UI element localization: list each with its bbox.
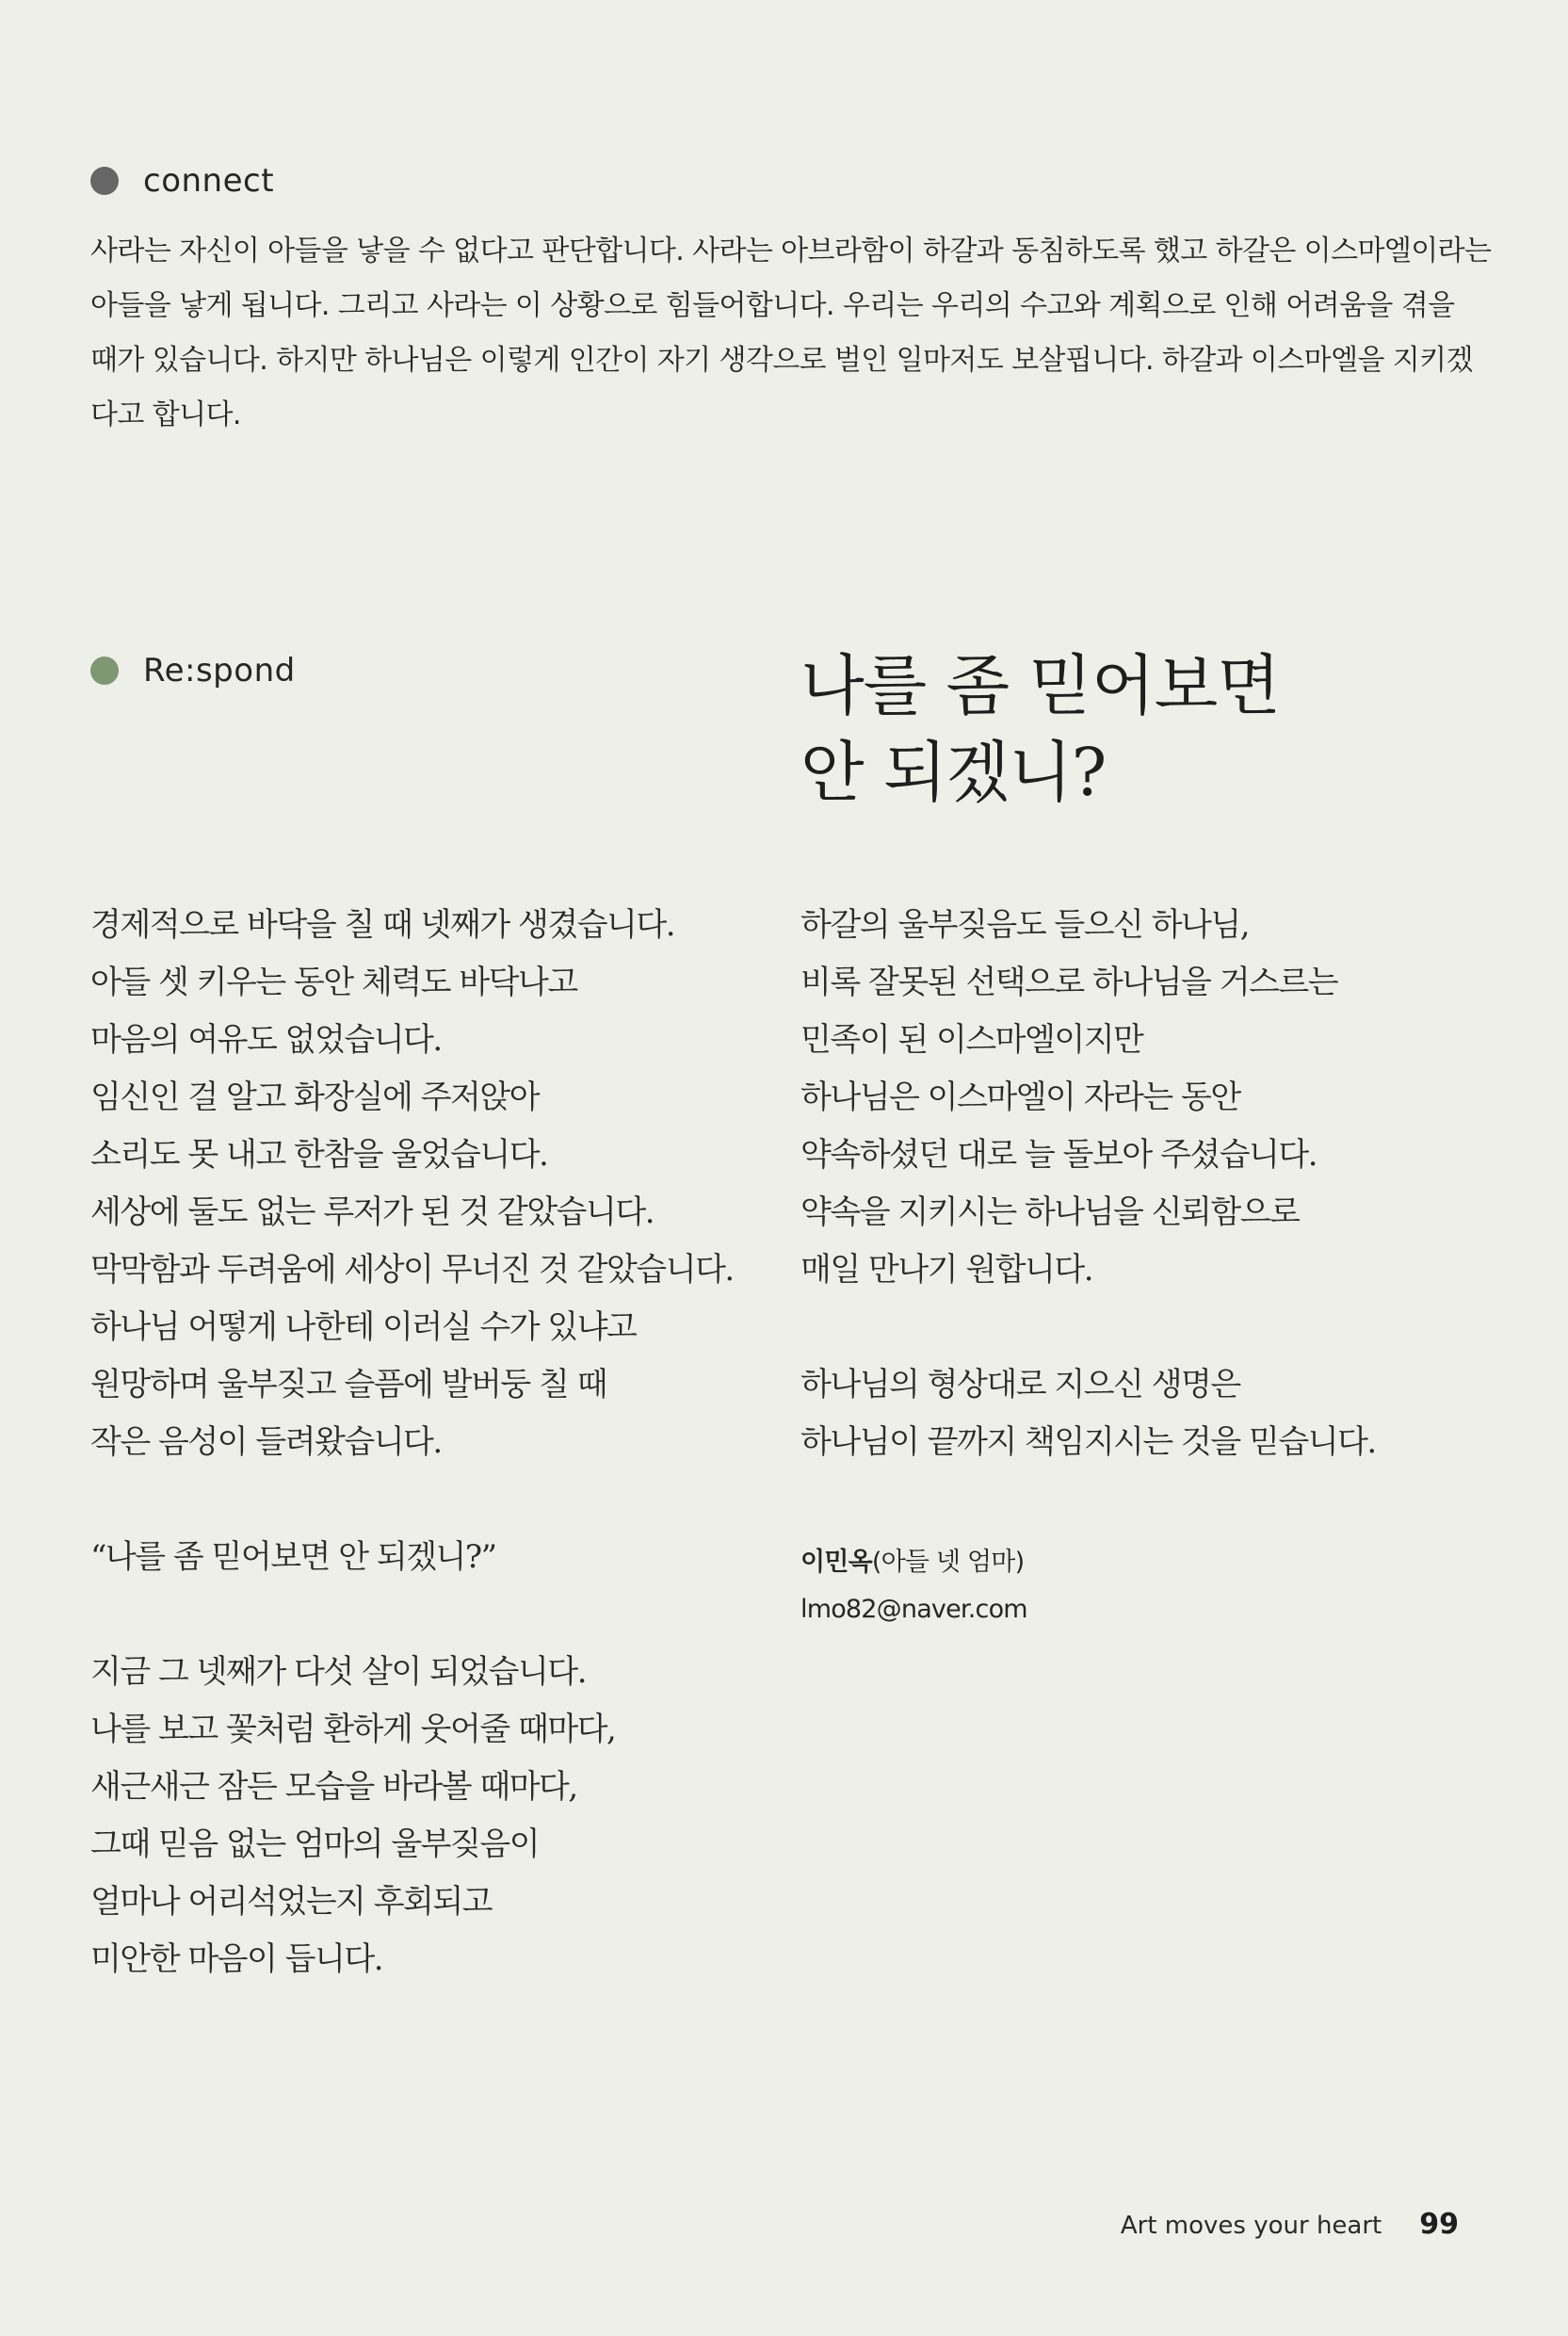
connect-heading — [90, 162, 274, 200]
poem-line: 매일 만나기 원합니다. — [800, 1251, 1093, 1289]
poem-line: 비록 잘못된 선택으로 하나님을 거스르는 — [800, 964, 1338, 1001]
page-footer — [1121, 2208, 1459, 2241]
poem-left-column — [90, 897, 734, 1988]
poem-title-line: 나를 좀 믿어보면 — [800, 647, 1280, 724]
poem-line: 마음의 여유도 없었습니다. — [90, 1021, 442, 1059]
connect-paragraph — [90, 224, 1492, 443]
poem-line: 지금 그 넷째가 다섯 살이 되었습니다. — [90, 1653, 587, 1691]
poem-line: 원망하며 울부짖고 슬픔에 발버둥 칠 때 — [90, 1366, 607, 1403]
poem-quote: “나를 좀 믿어보면 안 되겠니?” — [90, 1538, 496, 1576]
page-number: 99 — [1419, 2208, 1459, 2241]
poem-line: 미안한 마음이 듭니다. — [90, 1940, 383, 1978]
poem-line: 하나님 어떻게 나한테 이러실 수가 있냐고 — [90, 1308, 637, 1346]
poem-line: 하나님이 끝까지 책임지시는 것을 믿습니다. — [800, 1423, 1376, 1461]
poem-line: 얼마나 어리석었는지 후회되고 — [90, 1883, 493, 1921]
poem-line: 소리도 못 내고 한참을 울었습니다. — [90, 1136, 548, 1174]
connect-line: 아들을 낳게 됩니다. 그리고 사라는 이 상황으로 힘들어합니다. 우리는 우리의 수고와 계획으로 인해 어려움을 겪을 — [90, 289, 1455, 322]
poem-line: 하갈의 울부짖음도 들으신 하나님, — [800, 906, 1250, 944]
author-info — [800, 1539, 1027, 1633]
connect-line: 다고 합니다. — [90, 398, 241, 431]
author-role: (아들 넷 엄마) — [871, 1548, 1025, 1577]
poem-line: 세상에 둘도 없는 루저가 된 것 같았습니다. — [90, 1193, 654, 1231]
poem-line: 약속을 지키시는 하나님을 신뢰함으로 — [800, 1193, 1300, 1231]
connect-line: 때가 있습니다. 하지만 하나님은 이렇게 인간이 자기 생각으로 벌인 일마저도 보살핍니다. 하갈과 이스마엘을 지키겠 — [90, 344, 1473, 377]
poem-line: 하나님의 형상대로 지으신 생명은 — [800, 1366, 1240, 1403]
respond-bullet-icon — [90, 657, 119, 685]
poem-line: 하나님은 이스마엘이 자라는 동안 — [800, 1079, 1240, 1116]
poem-line: 경제적으로 바닥을 칠 때 넷째가 생겼습니다. — [90, 906, 675, 944]
stanza-gap — [800, 1299, 1376, 1356]
poem-line: 임신인 걸 알고 화장실에 주저앉아 — [90, 1079, 540, 1116]
connect-line: 사라는 자신이 아들을 낳을 수 없다고 판단합니다. 사라는 아브라함이 하갈과 동침하도록 했고 하갈은 이스마엘이라는 — [90, 235, 1492, 268]
poem-line: 새근새근 잠든 모습을 바라볼 때마다, — [90, 1768, 577, 1806]
poem-title-line: 안 되겠니? — [800, 734, 1107, 811]
author-line — [800, 1539, 1027, 1586]
poem-line: 민족이 된 이스마엘이지만 — [800, 1021, 1143, 1059]
author-email: lmo82@naver.com — [800, 1595, 1027, 1624]
poem-line: 아들 셋 키우는 동안 체력도 바닥나고 — [90, 964, 577, 1001]
stanza-gap — [90, 1471, 734, 1529]
poem-right-column — [800, 897, 1376, 1471]
respond-label: Re:spond — [143, 652, 296, 689]
poem-line: 그때 믿음 없는 엄마의 울부짖음이 — [90, 1825, 540, 1863]
poem-line: 막막함과 두려움에 세상이 무너진 것 같았습니다. — [90, 1251, 734, 1289]
stanza-gap — [90, 1586, 734, 1644]
footer-tagline: Art moves your heart — [1120, 2212, 1382, 2240]
connect-label: connect — [143, 162, 275, 200]
respond-heading — [90, 652, 296, 689]
author-name: 이민옥 — [800, 1548, 872, 1577]
poem-line: 약속하셨던 대로 늘 돌보아 주셨습니다. — [800, 1136, 1317, 1174]
poem-line: 나를 보고 꽃처럼 환하게 웃어줄 때마다, — [90, 1711, 616, 1748]
poem-title — [800, 642, 1280, 816]
poem-line: 작은 음성이 들려왔습니다. — [90, 1423, 442, 1461]
connect-bullet-icon — [90, 167, 119, 195]
